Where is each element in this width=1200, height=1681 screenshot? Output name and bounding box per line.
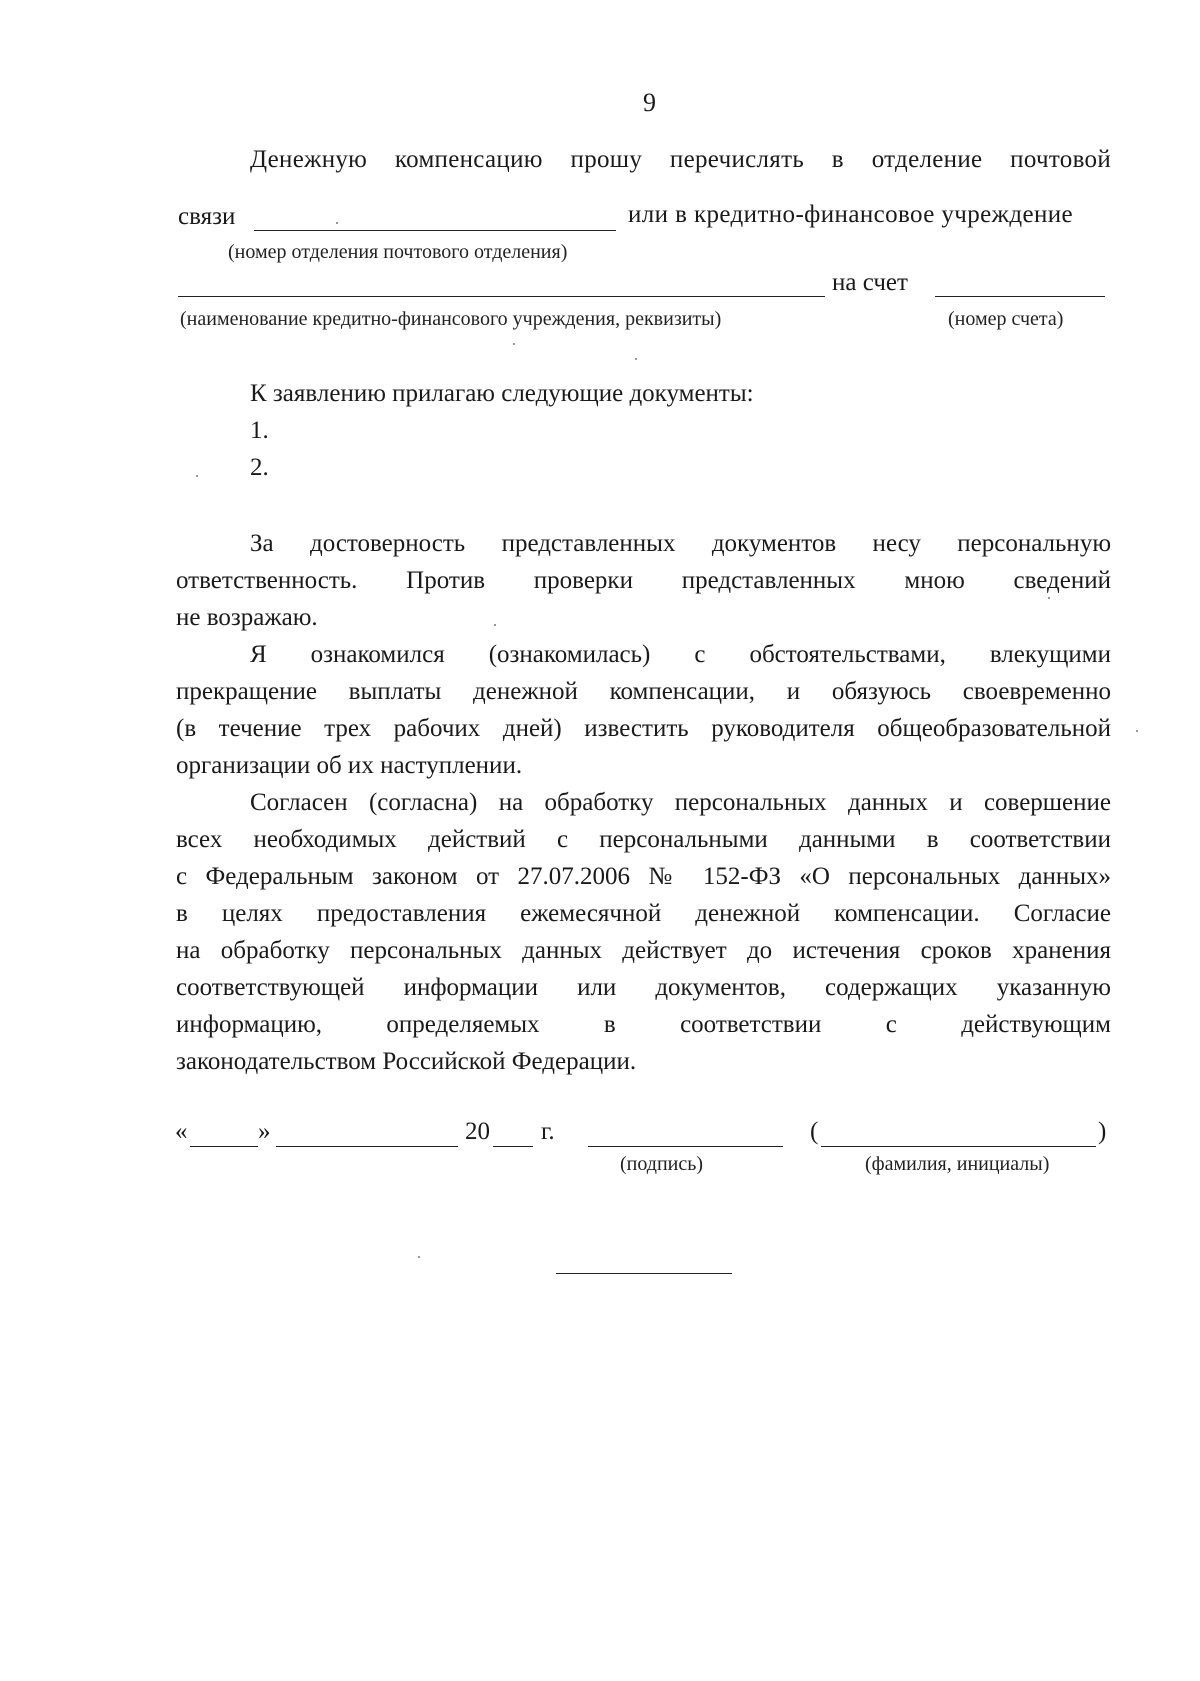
consent-line-5: на обработку персональных данных действует до истечения сроков хранения [176,937,1111,964]
consent-line-6: соответствующей информации или документов, содержащих указанную [176,974,1111,1001]
signature-field[interactable] [588,1120,783,1147]
acknowledgement-line-2: прекращение выплаты денежной компенсации, и обязуюсь своевременно [176,678,1111,705]
scan-speck [336,222,338,224]
payment-intro-line: Денежную компенсацию прошу перечислять в отделение почтовой [250,146,1111,173]
acknowledgement-line-1: Я ознакомился (ознакомилась) с обстоятельствами, влекущими [250,641,1111,668]
consent-line-7: информацию, определяемых в соответствии с действующим [176,1011,1111,1038]
bank-details-field[interactable] [178,270,825,297]
consent-line-8: законодательством Российской Федерации. [176,1048,637,1075]
account-caption: (номер счета) [948,308,1064,330]
signature-caption: (подпись) [620,1153,704,1175]
post-office-number-field[interactable] [254,204,616,231]
reliability-line-3: не возражаю. [176,604,318,631]
scan-speck [494,624,496,626]
account-label: на счет [832,269,908,296]
scan-speck [635,358,637,360]
scan-speck [196,475,198,477]
date-year-suffix: г. [541,1118,555,1145]
scan-speck [513,343,515,345]
payment-line2-suffix: или в кредитно-финансовое учреждение [628,201,1074,228]
date-quote-close: » [258,1118,271,1145]
name-paren-close: ) [1098,1118,1107,1145]
name-caption: (фамилия, инициалы) [865,1153,1050,1175]
name-initials-field[interactable] [821,1120,1096,1147]
attachments-heading: К заявлению прилагаю следующие документы: [250,380,754,407]
consent-line-3: с Федеральным законом от 27.07.2006 № 152-ФЗ «О персональных данных» [176,863,1111,890]
account-number-field[interactable] [935,270,1105,297]
acknowledgement-line-4: организации об их наступлении. [176,752,523,779]
consent-line-1: Согласен (согласна) на обработку персональных данных и совершение [250,789,1111,816]
consent-line-4: в целях предоставления ежемесячной денежной компенсации. Согласие [176,900,1111,927]
document-end-separator [556,1272,732,1274]
post-office-caption: (номер отделения почтового отделения) [228,241,568,263]
reliability-line-2: ответственность. Против проверки представленных мною сведений [176,567,1111,594]
date-year-prefix: 20 [465,1118,490,1145]
payment-line2-prefix: связи [178,203,236,230]
page-number: 9 [643,88,656,117]
bank-caption: (наименование кредитно-финансового учреждения, реквизиты) [180,308,722,330]
scan-speck [1136,730,1138,732]
reliability-line-1: За достоверность представленных документов несу персональную [250,530,1111,557]
date-month-field[interactable] [276,1120,458,1147]
attachment-item-2: 2. [250,454,269,481]
acknowledgement-line-3: (в течение трех рабочих дней) известить руководителя общеобразовательной [176,715,1111,742]
date-day-field[interactable] [190,1120,258,1147]
scan-speck [418,1256,420,1258]
date-quote-open: « [175,1118,188,1145]
consent-line-2: всех необходимых действий с персональными данными в соответствии [176,826,1111,853]
date-year-field[interactable] [493,1120,533,1147]
name-paren-open: ( [810,1118,819,1145]
scan-speck [1048,597,1050,599]
attachment-item-1: 1. [250,417,269,444]
